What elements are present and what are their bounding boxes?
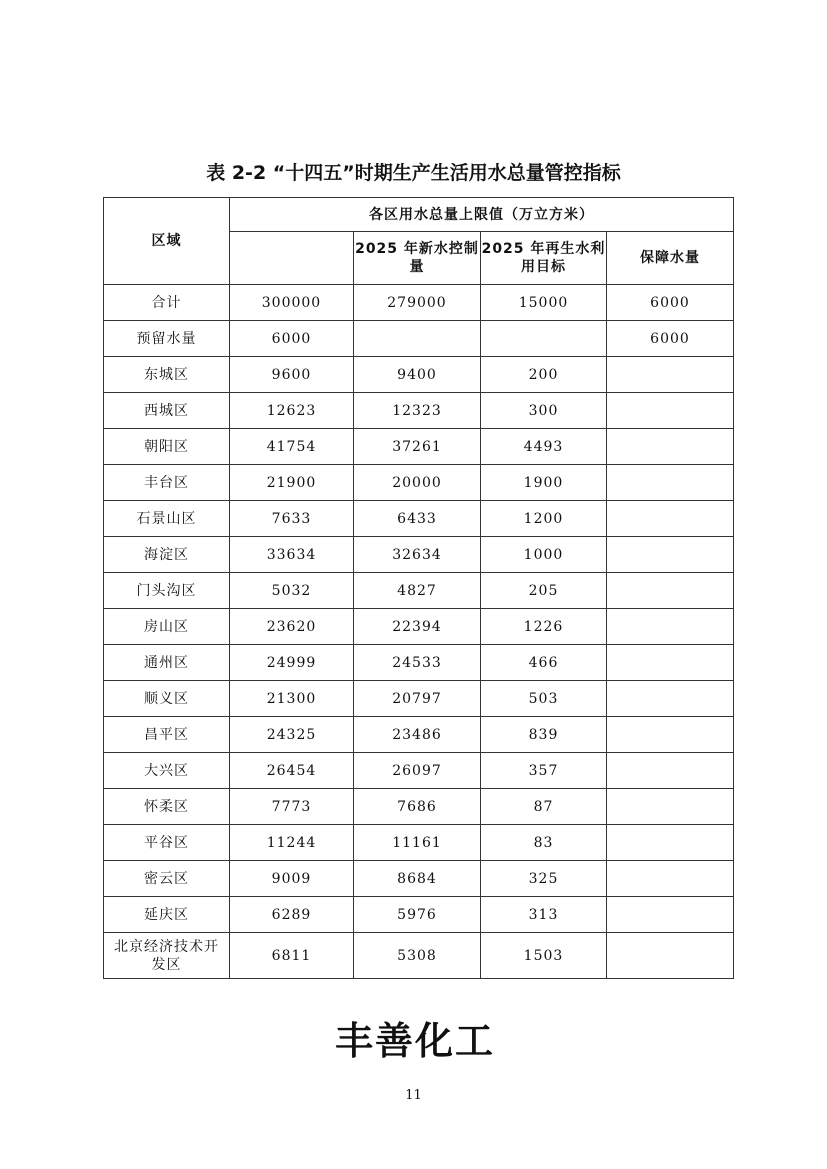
value-cell: 37261 — [354, 429, 481, 465]
value-cell: 200 — [481, 357, 607, 393]
region-cell: 延庆区 — [104, 897, 230, 933]
value-cell: 503 — [481, 681, 607, 717]
value-cell: 9009 — [230, 861, 354, 897]
value-cell — [607, 573, 734, 609]
region-cell: 大兴区 — [104, 753, 230, 789]
value-cell: 32634 — [354, 537, 481, 573]
region-cell: 北京经济技术开发区 — [104, 933, 230, 979]
region-cell: 房山区 — [104, 609, 230, 645]
value-cell — [607, 825, 734, 861]
value-cell: 5308 — [354, 933, 481, 979]
region-cell: 门头沟区 — [104, 573, 230, 609]
table-row — [104, 681, 734, 717]
value-cell: 23486 — [354, 717, 481, 753]
table-row — [104, 285, 734, 321]
value-cell: 1503 — [481, 933, 607, 979]
value-cell — [607, 681, 734, 717]
table-row — [104, 861, 734, 897]
value-cell: 4827 — [354, 573, 481, 609]
watermark: 丰善化工 — [335, 1019, 496, 1063]
table-row — [104, 897, 734, 933]
value-cell: 4493 — [481, 429, 607, 465]
table-row — [104, 933, 734, 979]
value-cell: 5976 — [354, 897, 481, 933]
table-row — [104, 429, 734, 465]
value-cell: 839 — [481, 717, 607, 753]
value-cell: 313 — [481, 897, 607, 933]
header-group: 各区用水总量上限值（万立方米） — [230, 198, 734, 232]
value-cell — [607, 429, 734, 465]
table-row — [104, 825, 734, 861]
value-cell — [607, 789, 734, 825]
value-cell: 6000 — [607, 321, 734, 357]
value-cell: 26454 — [230, 753, 354, 789]
water-quota-table — [103, 197, 734, 979]
value-cell: 41754 — [230, 429, 354, 465]
value-cell — [607, 357, 734, 393]
value-cell — [481, 321, 607, 357]
value-cell: 6433 — [354, 501, 481, 537]
header-blank — [230, 232, 354, 285]
header-guarantee: 保障水量 — [607, 232, 734, 285]
value-cell: 1226 — [481, 609, 607, 645]
value-cell: 300000 — [230, 285, 354, 321]
region-cell: 顺义区 — [104, 681, 230, 717]
value-cell: 205 — [481, 573, 607, 609]
value-cell: 1000 — [481, 537, 607, 573]
value-cell: 24533 — [354, 645, 481, 681]
header-recycled-water: 2025 年再生水利用目标 — [481, 232, 607, 285]
region-cell: 平谷区 — [104, 825, 230, 861]
value-cell — [607, 465, 734, 501]
value-cell: 1900 — [481, 465, 607, 501]
table-row — [104, 789, 734, 825]
value-cell: 87 — [481, 789, 607, 825]
value-cell: 20000 — [354, 465, 481, 501]
value-cell: 11161 — [354, 825, 481, 861]
region-cell: 怀柔区 — [104, 789, 230, 825]
value-cell: 6811 — [230, 933, 354, 979]
value-cell: 466 — [481, 645, 607, 681]
value-cell — [607, 717, 734, 753]
value-cell — [607, 753, 734, 789]
value-cell — [607, 393, 734, 429]
value-cell — [607, 933, 734, 979]
region-cell: 朝阳区 — [104, 429, 230, 465]
region-cell: 石景山区 — [104, 501, 230, 537]
value-cell: 1200 — [481, 501, 607, 537]
region-cell: 东城区 — [104, 357, 230, 393]
region-cell: 西城区 — [104, 393, 230, 429]
value-cell — [607, 861, 734, 897]
value-cell — [607, 501, 734, 537]
value-cell: 11244 — [230, 825, 354, 861]
table-row — [104, 357, 734, 393]
value-cell: 7773 — [230, 789, 354, 825]
value-cell: 279000 — [354, 285, 481, 321]
value-cell: 20797 — [354, 681, 481, 717]
value-cell: 24999 — [230, 645, 354, 681]
page-number: 11 — [405, 1088, 422, 1103]
value-cell: 7633 — [230, 501, 354, 537]
value-cell: 9400 — [354, 357, 481, 393]
value-cell: 6000 — [607, 285, 734, 321]
region-cell: 海淀区 — [104, 537, 230, 573]
table-row — [104, 321, 734, 357]
value-cell: 83 — [481, 825, 607, 861]
value-cell: 21300 — [230, 681, 354, 717]
value-cell: 5032 — [230, 573, 354, 609]
value-cell: 24325 — [230, 717, 354, 753]
value-cell: 300 — [481, 393, 607, 429]
value-cell: 12323 — [354, 393, 481, 429]
table-title: 表 2-2 “十四五”时期生产生活用水总量管控指标 — [206, 162, 621, 184]
value-cell: 7686 — [354, 789, 481, 825]
region-cell: 合计 — [104, 285, 230, 321]
value-cell: 6000 — [230, 321, 354, 357]
value-cell: 325 — [481, 861, 607, 897]
table-row — [104, 753, 734, 789]
value-cell: 22394 — [354, 609, 481, 645]
value-cell: 357 — [481, 753, 607, 789]
value-cell — [607, 645, 734, 681]
header-region: 区域 — [104, 198, 230, 285]
header-new-water: 2025 年新水控制量 — [354, 232, 481, 285]
value-cell: 21900 — [230, 465, 354, 501]
value-cell: 15000 — [481, 285, 607, 321]
region-cell: 通州区 — [104, 645, 230, 681]
table-row — [104, 609, 734, 645]
value-cell — [607, 609, 734, 645]
value-cell — [607, 897, 734, 933]
table-row — [104, 717, 734, 753]
value-cell: 26097 — [354, 753, 481, 789]
value-cell — [354, 321, 481, 357]
region-cell: 密云区 — [104, 861, 230, 897]
value-cell — [607, 537, 734, 573]
region-cell: 昌平区 — [104, 717, 230, 753]
value-cell: 6289 — [230, 897, 354, 933]
table-row — [104, 573, 734, 609]
table-row — [104, 501, 734, 537]
value-cell: 23620 — [230, 609, 354, 645]
table-row — [104, 465, 734, 501]
value-cell: 33634 — [230, 537, 354, 573]
region-cell: 预留水量 — [104, 321, 230, 357]
table-row — [104, 393, 734, 429]
value-cell: 12623 — [230, 393, 354, 429]
value-cell: 8684 — [354, 861, 481, 897]
value-cell: 9600 — [230, 357, 354, 393]
table-row — [104, 537, 734, 573]
table-row — [104, 645, 734, 681]
region-cell: 丰台区 — [104, 465, 230, 501]
